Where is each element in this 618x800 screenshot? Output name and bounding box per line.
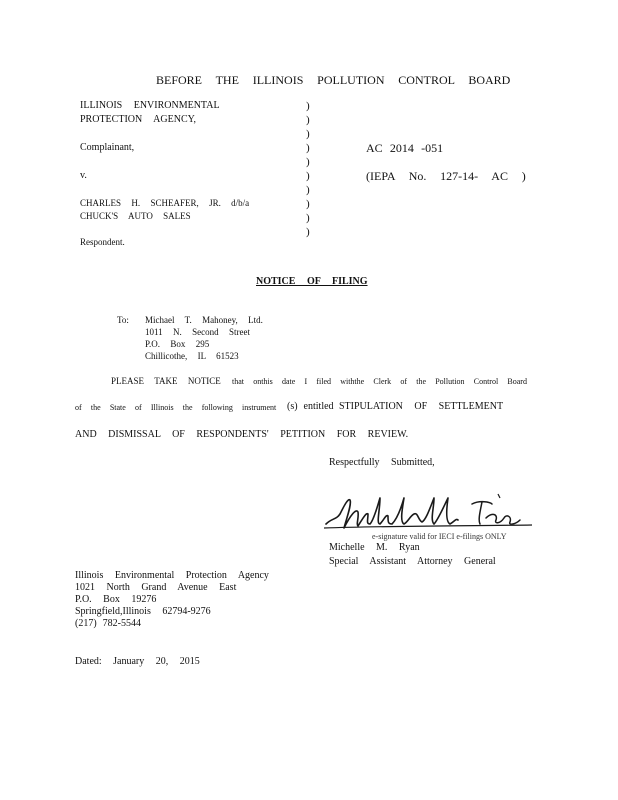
signer-name: Michelle M. Ryan (329, 542, 420, 553)
complainant-label: Complainant, (80, 142, 135, 153)
addressee-po-box: P.O. Box 295 (145, 339, 210, 349)
versus-label: v. (80, 170, 87, 181)
body-line-2a: of the State of Illinois the following instrument (75, 403, 277, 412)
respondent-line-2: CHUCK'S AUTO SALES (80, 211, 191, 221)
sender-street: 1021 North Grand Avenue East (75, 582, 237, 593)
addressee-city: Chillicothe, IL 61523 (145, 351, 239, 361)
body-line-2b: (s) entitled (287, 401, 334, 412)
sender-phone: (217) 782-5544 (75, 618, 141, 629)
to-label: To: (117, 315, 129, 325)
agency-line-1: ILLINOIS ENVIRONMENTAL (80, 100, 220, 111)
document-heading: BEFORE THE ILLINOIS POLLUTION CONTROL BOARD (156, 73, 511, 87)
dated-line: Dated: January 20, 2015 (75, 656, 200, 667)
notice-title: NOTICE OF FILING (256, 276, 368, 287)
caption-parentheses: ) ) ) ) ) ) ) ) ) ) (306, 100, 310, 238)
agency-line-2: PROTECTION AGENCY, (80, 114, 197, 125)
case-number: AC 2014 -051 (366, 141, 444, 155)
iepa-number: (IEPA No. 127-14- AC ) (366, 169, 526, 183)
sender-city: Springfield,Illinois 62794-9276 (75, 606, 211, 617)
signer-title: Special Assistant Attorney General (329, 556, 496, 567)
body-line-2c: STIPULATION OF SETTLEMENT (339, 401, 504, 412)
body-line-1a: PLEASE TAKE NOTICE (111, 376, 221, 386)
sender-org: Illinois Environmental Protection Agency (75, 570, 269, 581)
sender-po-box: P.O. Box 19276 (75, 594, 157, 605)
body-line-3: AND DISMISSAL OF RESPONDENTS' PETITION FOR REVIEW. (75, 429, 409, 440)
closing-text: Respectfully Submitted, (329, 457, 435, 468)
addressee-name: Michael T. Mahoney, Ltd. (145, 315, 263, 325)
esignature-note: e-signature valid for IECI e-filings ONLY (372, 532, 507, 541)
addressee-street: 1011 N. Second Street (145, 327, 250, 337)
body-line-1b: that onthis date I filed withthe Clerk of the Pollution Control Board (232, 377, 527, 386)
respondent-line-1: CHARLES H. SCHEAFER, JR. d/b/a (80, 198, 250, 208)
respondent-label: Respondent. (80, 237, 125, 247)
